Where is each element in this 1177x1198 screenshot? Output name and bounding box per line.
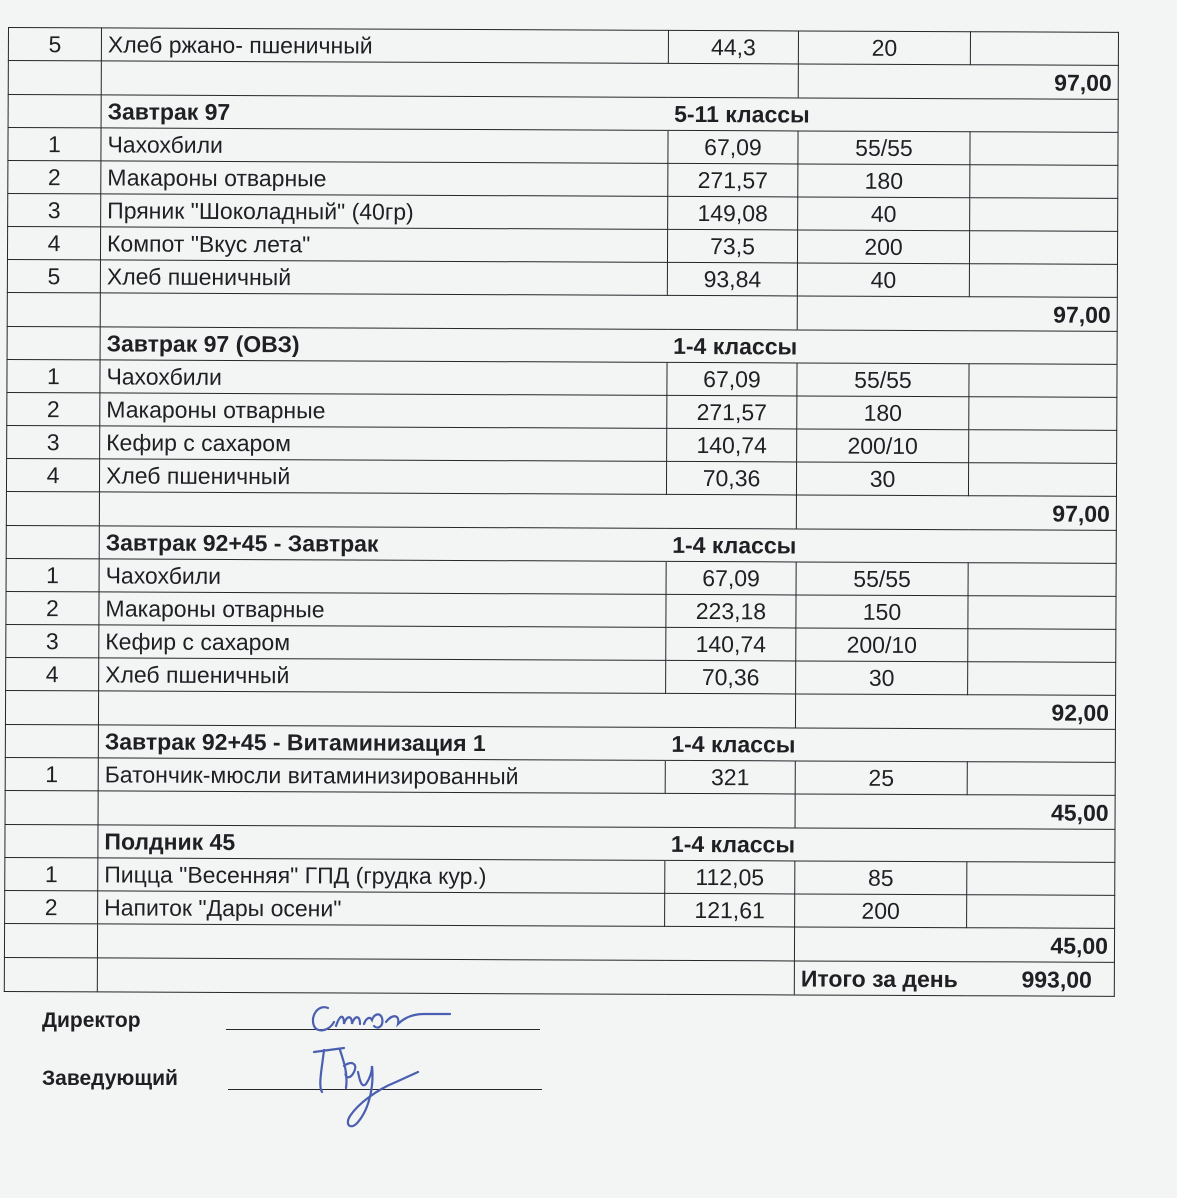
item-name: Кефир с сахаром — [100, 426, 667, 461]
item-price: 140,74 — [666, 627, 796, 661]
item-extra — [967, 862, 1115, 896]
item-extra — [970, 32, 1118, 66]
section-total-row — [7, 292, 1117, 331]
item-number: 5 — [8, 28, 101, 61]
item-number: 5 — [7, 259, 100, 292]
empty-cell — [7, 292, 100, 326]
item-price: 93,84 — [667, 262, 797, 296]
empty-cell — [5, 824, 98, 857]
item-price: 140,74 — [667, 428, 797, 462]
item-number: 4 — [6, 657, 99, 690]
item-weight: 55/55 — [798, 131, 970, 165]
table-row — [8, 161, 1118, 199]
item-name: Чахохбили — [101, 128, 668, 163]
item-weight: 150 — [796, 595, 968, 629]
item-extra — [969, 231, 1117, 265]
table-row — [8, 194, 1118, 232]
item-extra — [970, 165, 1118, 199]
item-price: 149,08 — [668, 196, 798, 230]
item-price: 73,5 — [667, 229, 797, 263]
item-price: 271,57 — [667, 395, 797, 429]
item-extra — [967, 895, 1115, 929]
section-title: Завтрак 92+45 - Завтрак — [99, 526, 666, 561]
section-total: 97,00 — [796, 495, 1116, 530]
item-price: 271,57 — [668, 163, 798, 197]
item-extra — [969, 430, 1117, 464]
item-extra — [968, 662, 1116, 696]
empty-cell — [4, 957, 97, 991]
item-price: 67,09 — [667, 362, 797, 396]
section-total-row — [5, 790, 1115, 829]
table-row — [8, 128, 1118, 166]
item-name: Компот "Вкус лета" — [100, 227, 667, 262]
item-extra — [970, 198, 1118, 232]
item-weight: 20 — [798, 31, 970, 65]
table-row — [7, 259, 1117, 297]
manager-label: Заведующий — [42, 1067, 178, 1090]
empty-cell — [101, 61, 798, 98]
table-row — [6, 624, 1116, 662]
table-row — [7, 227, 1117, 265]
item-price: 67,09 — [666, 561, 796, 595]
section-title: Полдник 45 — [98, 825, 665, 860]
item-extra — [967, 762, 1115, 796]
item-number: 3 — [8, 194, 101, 227]
item-weight: 85 — [795, 861, 967, 895]
item-number: 2 — [7, 392, 100, 425]
empty-cell — [5, 690, 98, 724]
item-weight: 30 — [796, 661, 968, 695]
section-total-row — [8, 61, 1118, 100]
item-extra — [968, 596, 1116, 630]
empty-cell — [100, 293, 797, 330]
item-name: Хлеб ржано- пшеничный — [101, 28, 668, 63]
item-number: 3 — [6, 624, 99, 657]
empty-cell — [6, 491, 99, 525]
empty-cell — [8, 61, 101, 95]
item-number: 1 — [8, 128, 101, 161]
table-row — [8, 28, 1118, 66]
table-row — [7, 392, 1117, 430]
table-row — [6, 591, 1116, 629]
empty-cell — [98, 691, 795, 728]
item-price: 70,36 — [666, 461, 796, 495]
item-name: Хлеб пшеничный — [100, 260, 667, 295]
item-weight: 40 — [797, 263, 969, 297]
section-total-row — [6, 491, 1116, 530]
item-price: 112,05 — [665, 860, 795, 894]
item-name: Чахохбили — [100, 360, 667, 395]
item-number: 1 — [7, 359, 100, 392]
item-number: 1 — [5, 757, 98, 790]
item-name: Кефир с сахаром — [99, 625, 666, 660]
section-classes: 1-4 классы — [666, 528, 1116, 563]
item-price: 70,36 — [666, 660, 796, 694]
item-extra — [969, 364, 1117, 398]
day-total-row — [4, 957, 1114, 996]
section-total: 97,00 — [798, 64, 1118, 99]
item-name: Чахохбили — [99, 559, 666, 594]
table-row — [7, 359, 1117, 397]
item-extra — [969, 264, 1117, 298]
table-row — [6, 558, 1116, 596]
table-row — [6, 458, 1116, 496]
table-row — [6, 657, 1116, 695]
item-weight: 25 — [795, 761, 967, 795]
section-total: 97,00 — [797, 296, 1117, 331]
item-weight: 180 — [798, 164, 970, 198]
empty-cell — [7, 326, 100, 359]
item-weight: 30 — [796, 462, 968, 496]
item-weight: 55/55 — [797, 363, 969, 397]
section-total: 45,00 — [795, 794, 1115, 829]
item-extra — [968, 563, 1116, 597]
item-name: Макароны отварные — [99, 592, 666, 627]
empty-cell — [98, 791, 795, 828]
section-header-row — [7, 326, 1117, 364]
item-name: Напиток "Дары осени" — [98, 891, 665, 926]
table-row — [5, 890, 1115, 928]
section-classes: 1-4 классы — [665, 827, 1115, 862]
item-number: 2 — [8, 161, 101, 194]
menu-sheet — [4, 27, 1118, 997]
empty-cell — [5, 790, 98, 824]
item-weight: 40 — [798, 197, 970, 231]
table-row — [5, 857, 1115, 895]
table-row — [7, 425, 1117, 463]
item-name: Батончик-мюсли витаминизированный — [98, 758, 665, 793]
empty-cell — [6, 525, 99, 558]
section-total: 92,00 — [795, 694, 1115, 729]
item-extra — [968, 629, 1116, 663]
section-classes: 5-11 классы — [668, 97, 1118, 132]
item-number: 4 — [7, 227, 100, 260]
item-price: 321 — [665, 760, 795, 794]
empty-cell — [97, 958, 794, 995]
item-price: 67,09 — [668, 130, 798, 164]
item-name: Пицца "Весенняя" ГПД (грудка кур.) — [98, 858, 665, 893]
item-name: Пряник "Шоколадный" (40гр) — [101, 194, 668, 229]
section-total: 45,00 — [794, 927, 1114, 962]
item-price: 121,61 — [665, 893, 795, 927]
item-weight: 200 — [797, 230, 969, 264]
empty-cell — [97, 924, 794, 961]
section-total-row — [5, 690, 1115, 729]
item-name: Хлеб пшеничный — [99, 459, 666, 494]
empty-cell — [5, 724, 98, 757]
section-total-row — [4, 923, 1114, 962]
item-number: 3 — [7, 425, 100, 458]
menu-table — [4, 27, 1119, 997]
day-total — [801, 962, 1108, 995]
item-name: Макароны отварные — [101, 161, 668, 196]
item-number: 4 — [6, 458, 99, 491]
item-number: 2 — [5, 890, 98, 923]
section-header-row — [6, 525, 1116, 563]
empty-cell — [4, 923, 97, 957]
director-signature — [300, 996, 460, 1040]
item-weight: 200/10 — [797, 429, 969, 463]
section-title: Завтрак 92+45 - Витаминизация 1 — [98, 725, 665, 760]
day-total-value: 993,00 — [1021, 965, 1092, 993]
item-name: Макароны отварные — [100, 393, 667, 428]
item-weight: 200/10 — [796, 628, 968, 662]
empty-cell — [99, 492, 796, 529]
table-row — [5, 757, 1115, 795]
day-total-cell — [794, 961, 1114, 996]
item-number: 1 — [6, 558, 99, 591]
section-title: Завтрак 97 — [101, 95, 668, 130]
section-header-row — [5, 724, 1115, 762]
section-classes: 1-4 классы — [667, 329, 1117, 364]
day-total-label: Итого за день — [800, 964, 958, 992]
section-title: Завтрак 97 (ОВЗ) — [100, 327, 667, 362]
item-extra — [969, 397, 1117, 431]
item-name: Хлеб пшеничный — [99, 658, 666, 693]
item-number: 1 — [5, 857, 98, 890]
item-weight: 180 — [797, 396, 969, 430]
item-extra — [970, 132, 1118, 166]
item-price: 44,3 — [668, 30, 798, 64]
section-classes: 1-4 классы — [665, 727, 1115, 762]
item-number: 2 — [6, 591, 99, 624]
manager-signature — [300, 1038, 430, 1138]
item-extra — [968, 463, 1116, 497]
item-weight: 55/55 — [796, 562, 968, 596]
section-header-row — [8, 95, 1118, 133]
item-price: 223,18 — [666, 594, 796, 628]
empty-cell — [8, 95, 101, 128]
section-header-row — [5, 824, 1115, 862]
item-weight: 200 — [795, 894, 967, 928]
director-label: Директор — [42, 1009, 141, 1032]
